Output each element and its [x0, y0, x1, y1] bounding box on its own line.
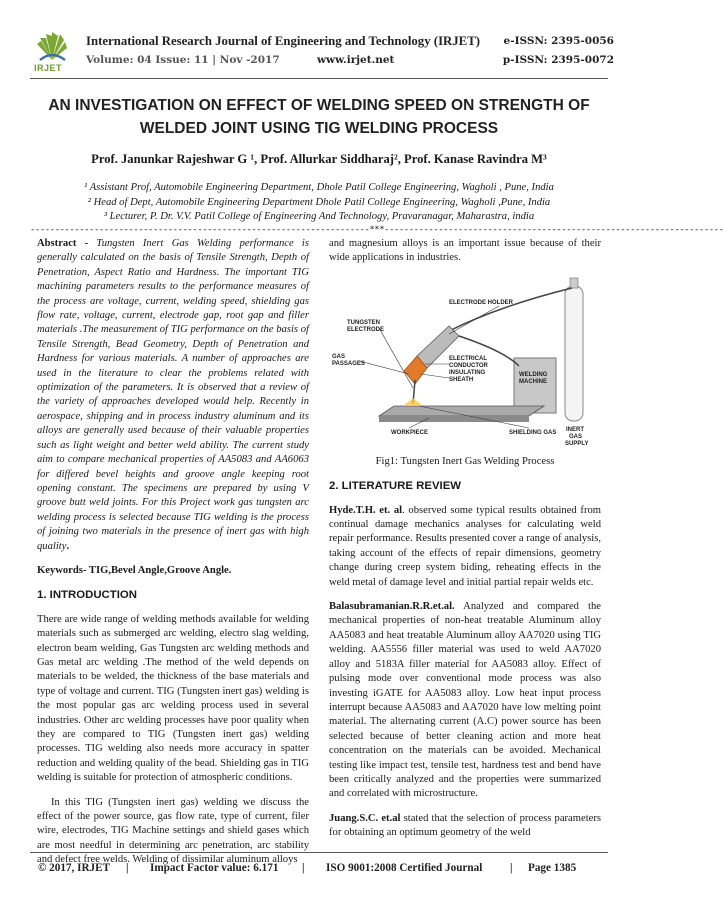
abstract	[37, 237, 309, 554]
intro-paragraph-2-continued: and magnesium alloys is an important issue because of their wide applications in industries.	[329, 238, 601, 264]
intro-heading: 1. INTRODUCTION	[37, 589, 137, 602]
label-supply: SUPPLY	[565, 440, 589, 447]
review-author-3: Juang.S.C. et.al	[329, 812, 401, 824]
figure-caption: Fig1: Tungsten Inert Gas Welding Process	[375, 455, 555, 467]
review-paragraph-3	[329, 812, 601, 841]
label-machine: MACHINE	[519, 378, 547, 385]
title-line-1: AN INVESTIGATION ON EFFECT OF WELDING SPEED ON STRENGTH OF	[48, 97, 590, 114]
review-paragraph-2	[329, 600, 601, 802]
footer-separator-3: |	[510, 862, 513, 874]
review-text-2: Analyzed and compared the mechanical properties of non-heat treatable Aluminum alloy AA5083 and heat treatable Aluminum alloy AA7020 using TIG welding. AA5556 filler material was used to weld AA7020 alloy and 5183A filler material for AA5083 alloy. Effect of pulsing mode over conventional mode process was also investing iGATE for AA5083 alloy. Low heat input process interrupt because AA5083 and AA7020 have low melting point material. The alternating current (A.C) power source has been selected because of better cleaning action and more heat concentration on the materials can be avoided. Mechanical testing like impact test, tensile test, hardness test and bend have been critically analyzed and the properties were summarized and correlated with microstructure.	[329, 601, 601, 800]
label-sheath: SHEATH	[449, 376, 474, 383]
label-inert: INERT	[566, 426, 584, 433]
abstract-end: .	[66, 540, 70, 552]
review-author-2: Balasubramanian.R.R.et.al.	[329, 601, 455, 613]
logo-text: IRJET	[34, 63, 63, 73]
affiliation-1: ¹ Assistant Prof, Automobile Engineering Department, Dhole Patil College Engineering, Wagholi , Pune, India	[84, 182, 554, 193]
pissn: p-ISSN: 2395-0072	[502, 54, 614, 66]
gas-cylinder	[565, 286, 583, 421]
label-insulating: INSULATING	[449, 369, 486, 376]
affiliation-2: ² Head of Dept, Automobile Engineering Department Dhole Patil College Engineering, Wagholi ,Pune, India	[87, 196, 551, 208]
review-text-1: . observed some typical results obtained from continual damage mechanics analyses for calculating weld repair performance. Results presented cover a range of analysis, taking account of the effects of repair dimensions, geometry change during creep system biding, reheating effects in the weld metal of damage level and initial partial repair welds etc.	[329, 504, 602, 588]
journal-header	[34, 30, 614, 74]
keywords: Keywords- TIG,Bevel Angle,Groove Angle.	[37, 564, 232, 576]
header-divider	[30, 78, 608, 79]
eissn: e-ISSN: 2395-0056	[503, 35, 614, 47]
volume-info: Volume: 04 Issue: 11 | Nov -2017	[86, 54, 280, 66]
title-line-2: WELDED JOINT USING TIG WELDING PROCESS	[139, 120, 499, 137]
footer-page: Page 1385	[528, 862, 577, 874]
review-heading: 2. LITERATURE REVIEW	[329, 480, 462, 493]
affiliations	[20, 181, 618, 225]
label-conductor: CONDUCTOR	[449, 362, 488, 369]
label-welding: WELDING	[519, 371, 548, 378]
footer-separator-1: |	[126, 862, 129, 874]
label-workpiece: WORKPIECE	[391, 429, 429, 436]
footer-copyright: © 2017, IRJET	[38, 862, 111, 874]
affiliation-3: ³ Lecturer, P. Dr. V.V. Patil College of Engineering And Technology, Pravaranagar, Maharastra, india	[103, 211, 535, 222]
paper-title	[30, 94, 608, 140]
intro-paragraph-1: There are wide range of welding methods available for welding materials such as submerged arc welding, electro slag welding, electron beam welding, Gas Tungsten arc welding methods and Gas metal arc welding .The method of the weld depends on materials to be welded, the thickness of the base materials and type of voltage and current. TIG (Tungsten inert gas) welding is the most popular gas arc welding process used in several industries. Other arc welding processes have poor quality when they are compared to TIG (Tungsten inert gas) welding processes. TIG welding also needs more accuracy in spatter reduction and welding quality of the bead. Shielding gas in TIG welding is suitable for protection of atmospheric conditions.	[37, 613, 309, 784]
tig-welding-diagram	[329, 276, 601, 451]
review-text-3: stated that the selection of process parameters for obtaining an optimum geometry of the weld	[329, 812, 601, 839]
review-paragraph-1	[329, 504, 601, 590]
footer-separator-2: |	[302, 862, 305, 874]
label-electrode-holder: ELECTRODE HOLDER	[449, 299, 514, 306]
section-separator: ---------------------------------------------------------------------***---------------------------------------------------------------------	[30, 225, 724, 235]
authors: Prof. Janunkar Rajeshwar G ¹, Prof. Allurkar Siddharaj², Prof. Kanase Ravindra M³	[91, 152, 547, 166]
intro-paragraph-2: In this TIG (Tungsten inert gas) welding we discuss the effect of the power source, gas flow rate, type of current, filer wire, electrodes, TIG Machine settings and shield gases which are most needful in determining arc penetration, arc stability and defect free welds. Welding of dissimilar aluminum alloys	[37, 796, 309, 866]
right-column	[329, 237, 601, 851]
review-author-1: Hyde.T.H. et. al	[329, 504, 403, 516]
left-column	[37, 237, 309, 878]
journal-title: International Research Journal of Engineering and Technology (IRJET)	[86, 34, 481, 48]
arc-icon	[403, 398, 423, 406]
abstract-label: Abstract -	[37, 238, 89, 249]
label-electrical: ELECTRICAL	[449, 355, 487, 362]
label-electrode: ELECTRODE	[347, 326, 385, 333]
label-gas-2: GAS	[569, 433, 583, 440]
label-passages: PASSAGES	[332, 360, 365, 367]
workpiece-edge	[379, 416, 529, 422]
footer-impact: Impact Factor value: 6.171	[150, 862, 279, 874]
tig-welding-figure	[329, 276, 601, 451]
footer-divider	[30, 852, 608, 853]
abstract-text: Tungsten Inert Gas Welding performance is generally calculated on the basis of Tensile Strength, Depth of Penetration, Aspect Ratio and Hardness. The important TIG machining parameters results to the performance measures of the process are voltage, current, welding speed, shielding gas flow rate, voltage, current, electrode gap, root gap and filler materials .The measurement of TIG performance on the basis of Tensile Strength, Bead Geometry, Depth of Penetration and Hardness for various materials. A number of approaches are used in the literature to clear the problems related with optimization of the parameters. It is observed that a review of the variety of approaches developed would help. Recently in aerospace, shipping and in process industry aluminum and its alloys are generally used because of their valuable properties such as light weight and better weld ability. The current study aim to compare mechanical properties of AA5083 and AA6063 for differed bevel heights and groove angle keeping root opening constant. The specimens are prepared by using V groove butt weld joints. For this Project work gas tungsten arc welding process is selected because TIG welding is the process of joining two materials in the presence of inert gas with high quality	[37, 238, 309, 552]
label-shielding-gas: SHIELDING GAS	[509, 429, 557, 436]
gas-hose	[449, 288, 572, 331]
cylinder-valve-icon	[570, 278, 578, 288]
welding-machine	[514, 358, 556, 413]
label-tungsten: TUNGSTEN	[347, 319, 380, 326]
label-gas: GAS	[332, 353, 346, 360]
footer-iso: ISO 9001:2008 Certified Journal	[326, 862, 483, 874]
journal-website[interactable]: www.irjet.net	[317, 54, 395, 66]
